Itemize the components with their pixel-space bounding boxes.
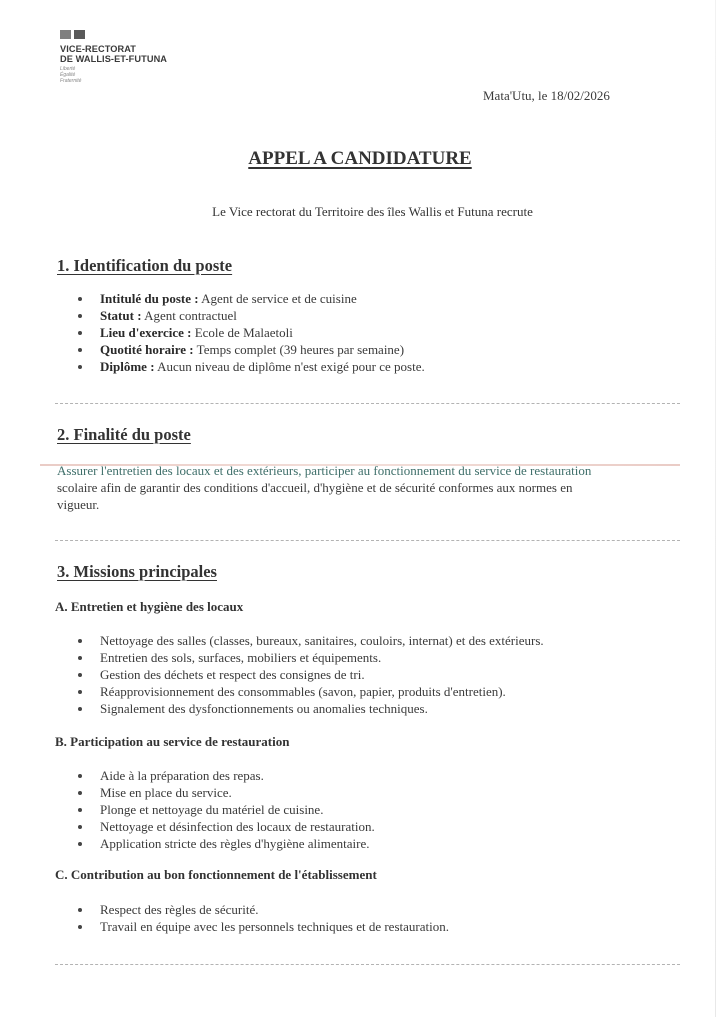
motto-fraternite: Fraternité [60, 78, 82, 84]
org-name-line2: DE WALLIS-ET-FUTUNA [60, 54, 168, 64]
list-item: Nettoyage des salles (classes, bureaux, sanitaires, couloirs, internat) et des extérieurs. [78, 632, 544, 649]
contribution-list [78, 901, 449, 935]
list-item: Plonge et nettoyage du matériel de cuisine. [78, 801, 375, 818]
list-item: Réapprovisionnement des consommables (savon, papier, produits d'entretien). [78, 683, 544, 700]
section-divider [55, 964, 680, 965]
subsection-c-heading: C. Contribution au bon fonctionnement de l'établissement [55, 867, 377, 882]
section-divider [55, 540, 680, 541]
list-item: Travail en équipe avec les personnels techniques et de restauration. [78, 918, 449, 935]
section3-heading: 3. Missions principales [57, 562, 217, 581]
list-item: Quotité horaire : Temps complet (39 heures par semaine) [78, 341, 425, 358]
motto-egalite: Égalité [60, 72, 76, 78]
list-item: Application stricte des règles d'hygiène alimentaire. [78, 835, 375, 852]
list-item: Mise en place du service. [78, 784, 375, 801]
list-item: Intitulé du poste : Agent de service et de cuisine [78, 290, 425, 307]
list-item: Entretien des sols, surfaces, mobiliers et équipements. [78, 649, 544, 666]
document-date: Mata'Utu, le 18/02/2026 [483, 88, 610, 103]
list-item: Statut : Agent contractuel [78, 307, 425, 324]
identification-list [78, 290, 425, 375]
section-divider [55, 403, 680, 404]
list-item: Nettoyage et désinfection des locaux de restauration. [78, 818, 375, 835]
subsection-a-heading: A. Entretien et hygiène des locaux [55, 599, 244, 614]
list-item: Diplôme : Aucun niveau de diplôme n'est exigé pour ce poste. [78, 358, 425, 375]
entretien-list [78, 632, 544, 717]
section1-heading: 1. Identification du poste [57, 256, 233, 275]
document-subtitle: Le Vice rectorat du Territoire des îles Wallis et Futuna recrute [212, 204, 533, 219]
list-item: Gestion des déchets et respect des consignes de tri. [78, 666, 544, 683]
list-item: Signalement des dysfonctionnements ou anomalies techniques. [78, 700, 544, 717]
restauration-list [78, 767, 375, 852]
republique-francaise-logo-icon [60, 30, 167, 39]
republic-motto [60, 66, 167, 84]
vice-rectorat-logo [60, 30, 167, 84]
document-title: APPEL A CANDIDATURE [248, 148, 472, 169]
motto-liberte: Liberté [60, 66, 76, 72]
finalite-paragraph: Assurer l'entretien des locaux et des extérieurs, participer au fonctionnement du service de restauration scolaire afin de garantir des conditions d'accueil, d'hygiène et de sécurité conformes aux normes en vigueur. [57, 463, 592, 512]
list-item: Respect des règles de sécurité. [78, 901, 449, 918]
list-item: Aide à la préparation des repas. [78, 767, 375, 784]
section2-heading: 2. Finalité du poste [57, 425, 191, 444]
subsection-b-heading: B. Participation au service de restauration [55, 734, 290, 749]
org-name-line1: VICE-RECTORAT [60, 44, 136, 54]
list-item: Lieu d'exercice : Ecole de Malaetoli [78, 324, 425, 341]
